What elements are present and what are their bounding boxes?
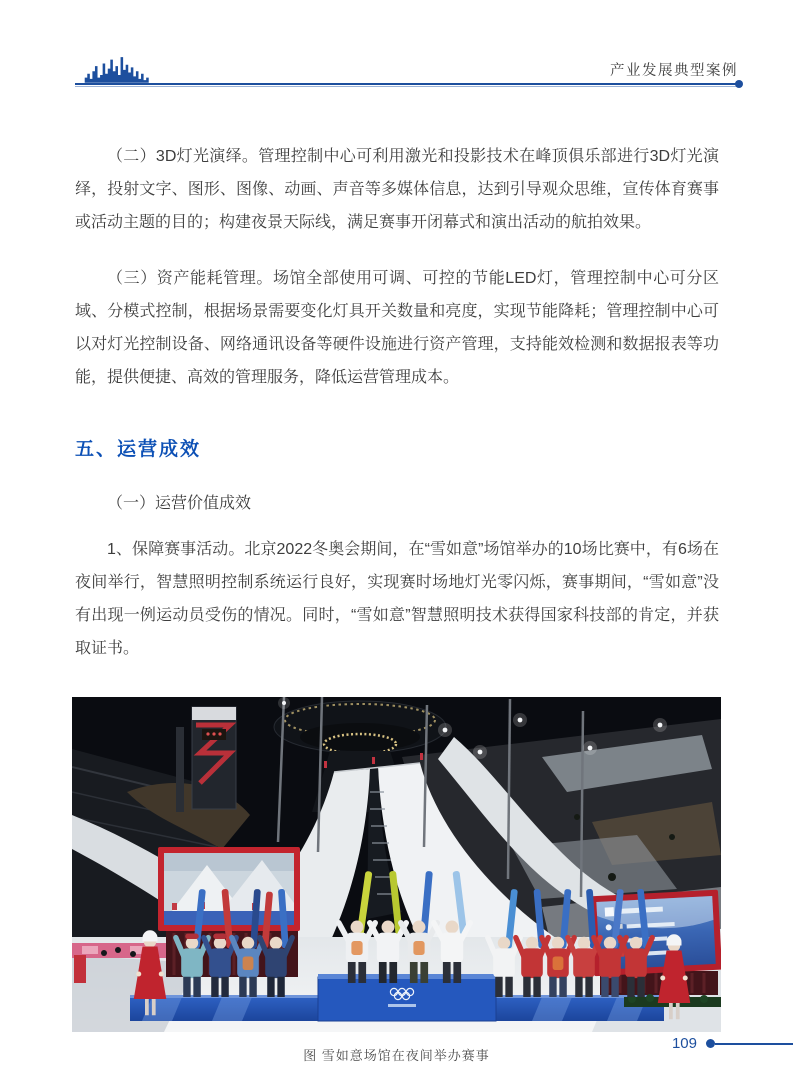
paragraph-energy-management: （三）资产能耗管理。场馆全部使用可调、可控的节能LED灯，管理控制中心可分区域、分模式控制，根据场景需要变化灯具开关数量和亮度，实现节能降耗；管理控制中心可以对灯光控制设备、网络通讯设备等硬件设施进行资产管理，支持能效检测和数据报表等功能，提供便捷、高效的管理服务，降低运营管理成本。 <box>75 270 719 386</box>
section-heading: 五、运营成效 <box>75 439 202 460</box>
header-title: 产业发展典型案例 <box>610 63 738 79</box>
paragraph-3d-lighting: （二）3D灯光演绎。管理控制中心可利用激光和投影技术在峰顶俱乐部进行3D灯光演绎，投射文字、图形、图像、动画、声音等多媒体信息，达到引导观众思维，宣传体育赛事或活动主题的目的；构建夜景天际线，满足赛事开闭幕式和演出活动的航拍效果。 <box>75 148 719 231</box>
page-number: 109 <box>671 1035 697 1052</box>
podium <box>318 974 496 1021</box>
page-header <box>75 50 740 90</box>
page-content <box>75 140 719 1064</box>
header-rule <box>75 83 740 87</box>
figure-photo <box>72 697 721 1064</box>
footer-line <box>715 1043 793 1045</box>
footer-dot <box>706 1039 715 1048</box>
rule-end-dot <box>735 80 743 88</box>
figure-caption: 图 雪如意场馆在夜间举办赛事 <box>303 1048 490 1063</box>
venue-night-photo <box>72 697 721 1032</box>
paragraph-event-guarantee: 1、保障赛事活动。北京2022冬奥会期间，在“雪如意”场馆举办的10场比赛中，有6场在夜间举行，智慧照明控制系统运行良好，实现赛时场地灯光零闪烁，赛事期间，“雪如意”没有出现一例运动员受伤的情况。同时，“雪如意”智慧照明技术获得国家科技部的肯定，并获取证书。 <box>75 541 719 657</box>
page-footer <box>672 1035 793 1052</box>
subsection-heading: （一）运营价值成效 <box>107 495 252 512</box>
